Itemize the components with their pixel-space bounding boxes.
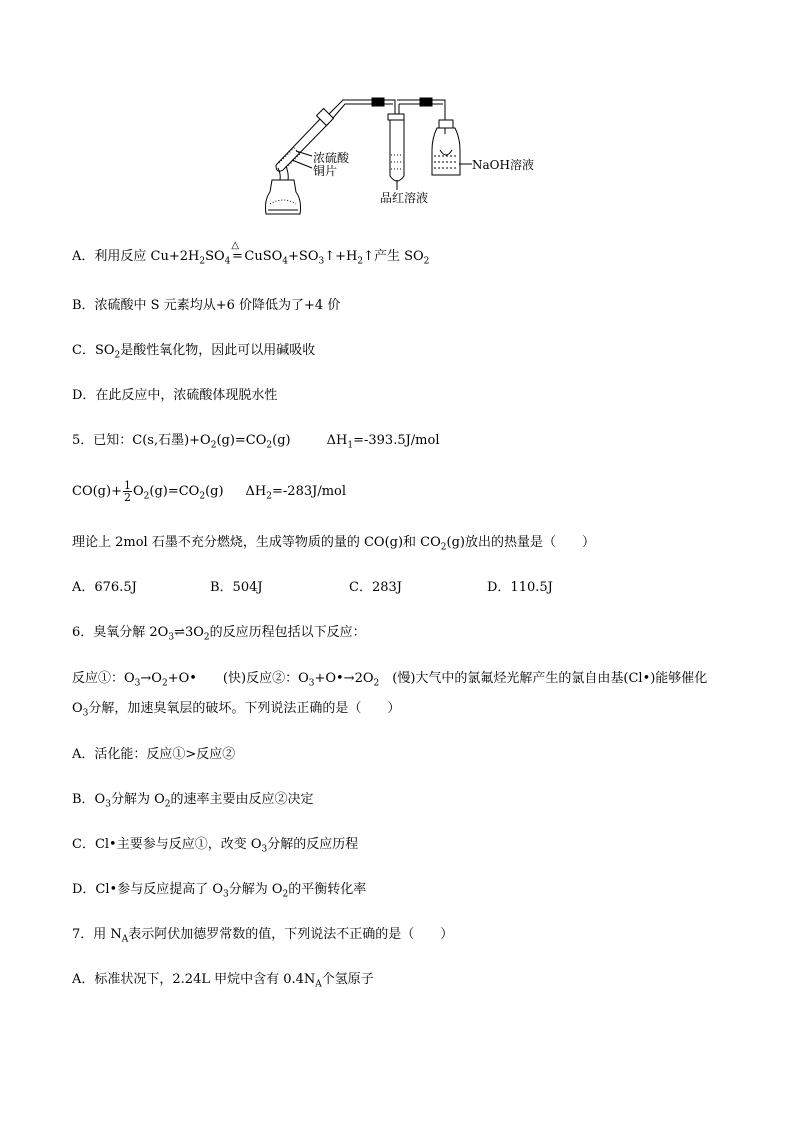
q6-option-b: B．$O_3$分解为 $O_2$的速率主要由反应②决定 xyxy=(72,792,314,810)
q4-option-a: A．利用反应 $Cu+2H_2SO_4$ △ = $CuSO_4+SO_3↑+H_2↑$产生 $SO_2$ xyxy=(72,240,430,267)
q6-stem: 6．臭氧分解 $2O_3\rightleftharpoons 3O_2$的反应历程包括以下反应： xyxy=(72,625,366,643)
q7-option-a: A．标准状况下，2.24L 甲烷中含有 $0.4N_A$个氢原子 xyxy=(72,972,374,990)
pinhong-tube xyxy=(388,114,404,181)
q6-option-d: D．Cl•参与反应提高了 $O_3$分解为 $O_2$的平衡转化率 xyxy=(72,882,367,900)
q6-option-a: A．活化能：反应①>反应② xyxy=(72,747,236,762)
naoh-bottle xyxy=(432,120,460,175)
q5-option-d: D．110.5J xyxy=(487,580,553,595)
q5-option-a: A．676.5J xyxy=(72,580,137,595)
q5-option-c: C．283J xyxy=(349,580,402,595)
q7-stem: 7．用 $N_A$表示阿伏加德罗常数的值，下列说法不正确的是（ ） xyxy=(72,927,454,945)
fraction-half: $\frac{1}{2}$ xyxy=(123,479,131,504)
alcohol-lamp xyxy=(266,166,301,214)
q4-option-c: C．$SO_2$是酸性氧化物，因此可以用碱吸收 xyxy=(72,343,316,361)
q5-options xyxy=(72,579,553,597)
q5-stem: 理论上 2mol 石墨不充分燃烧，生成等物质的量的 CO(g)和 $CO_2(g)$放出的热量是（ ） xyxy=(72,535,595,553)
q4-option-b: B．浓硫酸中 S 元素均从+6 价降低为了+4 价 xyxy=(72,298,341,313)
label-conc-acid: 浓硫酸 xyxy=(313,151,350,165)
q5-option-b: B．504J xyxy=(210,580,263,595)
label-copper: 铜片 xyxy=(313,164,338,178)
q5-equation-2: CO(g)+ $\frac{1}{2}$ $O_2(g)=CO_2(g)$ $\Delta H_2=-283J$/mol xyxy=(72,479,347,504)
q6-reactions: 反应①：$O_3\to O_2+O•$ (快)反应②：$O_3+O•\to 2O_2$ (慢)大气中的氯氟烃光解产生的氯自由基(Cl•)能够催化 xyxy=(72,671,708,689)
label-pinhong: 品红溶液 xyxy=(380,191,429,205)
heat-arrow: △ = xyxy=(231,240,243,264)
q6-option-c: C．Cl•主要参与反应①，改变 $O_3$分解的反应历程 xyxy=(72,837,359,855)
q6-stem-cont: $O_3$分解，加速臭氧层的破坏。下列说法正确的是（ ） xyxy=(72,701,401,719)
q4-option-d: D．在此反应中，浓硫酸体现脱水性 xyxy=(72,388,278,403)
delivery-tube xyxy=(329,100,395,117)
q5-equation-1: 5．已知：C(s,石墨)$+O_2(g)=CO_2(g)$ $\Delta H_1=-393.5J$/mol xyxy=(72,433,440,451)
label-naoh: NaOH溶液 xyxy=(472,158,534,172)
